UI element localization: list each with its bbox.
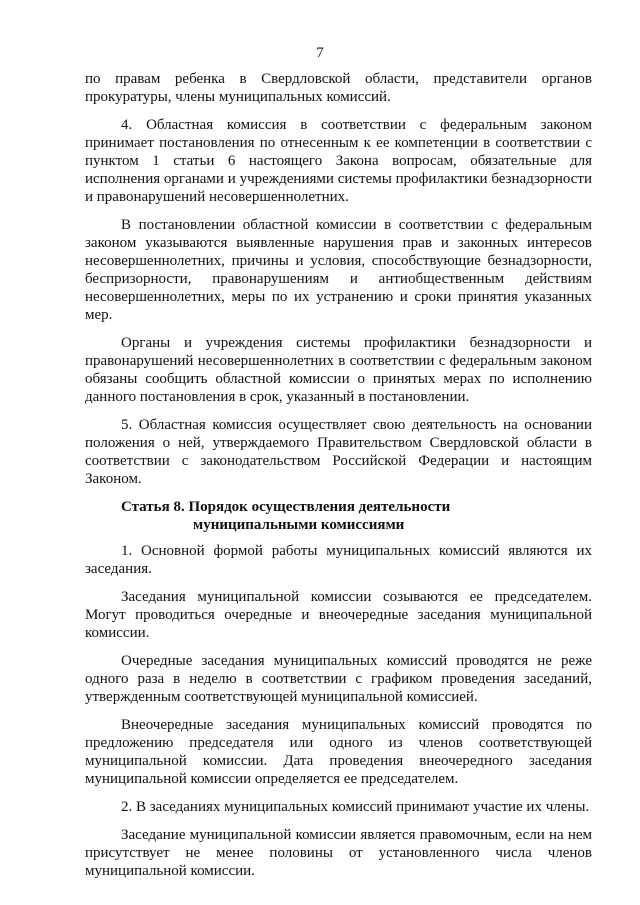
paragraph: Внеочередные заседания муниципальных комиссий проводятся по предложению председателя или одного из членов соответствующей муниципальной комиссии. Дата проведения внеочередного заседания муниципальной комиссии определяется ее председателем. xyxy=(85,717,592,787)
paragraph: Органы и учреждения системы профилактики безнадзорности и правонарушений несовершеннолетних в соответствии с федеральным законом обязаны сообщить областной комиссии о принятых мерах по исполнению данного постановления в срок, указанный в постановлении. xyxy=(85,335,592,405)
paragraphs-after-heading xyxy=(85,542,592,880)
paragraph: 5. Областная комиссия осуществляет свою деятельность на основании положения о ней, утверждаемого Правительством Свердловской области в соответствии с законодательством Российской Федерации и настоящим Законом. xyxy=(85,417,592,487)
paragraph: 4. Областная комиссия в соответствии с федеральным законом принимает постановления по отнесенным к ее компетенции в соответствии с пунктом 1 статьи 6 настоящего Закона вопросам, обязательные для исполнения органами и учреждениями системы профилактики безнадзорности и правонарушений несовершеннолетних. xyxy=(85,117,592,205)
paragraph: по правам ребенка в Свердловской области, представители органов прокуратуры, члены муниципальных комиссий. xyxy=(85,71,592,105)
article-heading-line1: Статья 8. Порядок осуществления деятельности xyxy=(121,499,451,515)
paragraph: 2. В заседаниях муниципальных комиссий принимают участие их члены. xyxy=(121,799,590,815)
paragraph: Заседание муниципальной комиссии является правомочным, если на нем присутствует не менее половины от установленного числа членов муниципальной комиссии. xyxy=(85,827,592,879)
paragraphs-before-heading xyxy=(85,70,592,488)
paragraph: В постановлении областной комиссии в соответствии с федеральным законом указываются выявленные нарушения прав и законных интересов несовершеннолетних, причины и условия, способствующие безнадзорности, беспризорности, правонарушениям и антиобщественным действиям несовершеннолетних, меры по их устранению и сроки принятия указанных мер. xyxy=(85,217,592,323)
page-number: 7 xyxy=(316,45,324,61)
article-heading-line2: муниципальными комиссиями xyxy=(193,517,405,533)
paragraph: Очередные заседания муниципальных комиссий проводятся не реже одного раза в неделю в соответствии с графиком проведения заседаний, утвержденным соответствующей муниципальной комиссией. xyxy=(85,653,592,705)
paragraph: 1. Основной формой работы муниципальных комиссий являются их заседания. xyxy=(85,543,592,577)
article-heading xyxy=(85,498,592,534)
document-body xyxy=(85,70,592,890)
paragraph: Заседания муниципальной комиссии созываются ее председателем. Могут проводиться очередные и внеочередные заседания муниципальной комиссии. xyxy=(85,589,592,641)
